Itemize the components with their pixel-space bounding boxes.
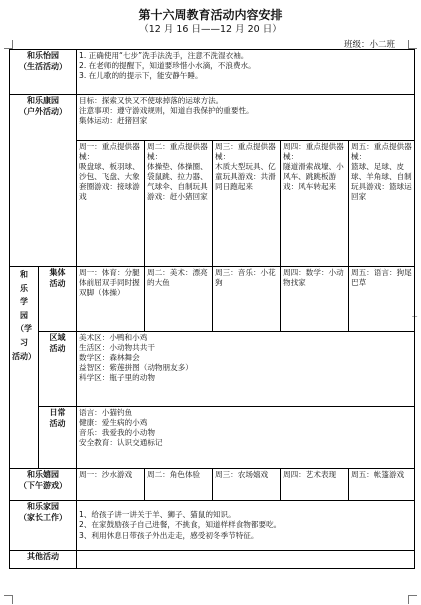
life-item: 1. 正确使用“七步”洗手法洗手，注意不洗湿衣袖。 <box>79 51 249 60</box>
daily-activity-content <box>77 407 415 469</box>
group-label-top: 集体 <box>49 268 66 277</box>
group-activity-row <box>10 267 415 332</box>
play-day-text: 周一：沙水游戏 <box>79 470 133 479</box>
play-day-text: 周三：农场嬉戏 <box>215 470 269 479</box>
group-day-fri <box>349 267 415 332</box>
group-day-thu <box>281 267 349 332</box>
home-item: 1、给孩子讲一讲关于羊、狮子、猫鼠的知识。 <box>79 510 236 520</box>
sports-day-head: 周四：重点提供器械： <box>283 142 344 162</box>
sports-day-body: 吸盘球、板羽球、沙包、飞盘、大象套圈游戏：接球游戏 <box>79 162 140 202</box>
play-day-fri <box>349 469 415 501</box>
daily-item: 音乐：我爱我的小动物 <box>79 428 155 438</box>
sports-goal: 目标：探索又快又不使球掉落的运球方法。 <box>79 96 224 105</box>
daily-activity-row <box>10 407 415 469</box>
area-item: 益智区：紫莲拼图（动物朋友多） <box>79 363 193 373</box>
play-day-tue <box>145 469 213 501</box>
group-day-text: 周二：美术：漂亮的大鱼 <box>147 268 208 288</box>
life-row <box>10 50 415 95</box>
play-day-mon <box>77 469 145 501</box>
learning-char: 园 <box>20 310 28 320</box>
group-day-wed <box>213 267 281 332</box>
other-content <box>77 551 415 569</box>
sports-day-body: 篮球、足球、皮球、羊角球、自制玩具游戏：篮球运回家 <box>351 162 412 202</box>
area-activity-label <box>39 332 77 407</box>
sports-day-thu <box>281 141 349 267</box>
play-sub: （下午游戏） <box>19 480 67 490</box>
play-day-wed <box>213 469 281 501</box>
daily-item: 安全教育：认识交通标记 <box>79 438 163 448</box>
home-row <box>10 501 415 551</box>
learning-char: 活动） <box>12 351 36 361</box>
play-header <box>10 469 77 501</box>
play-name: 和乐嬉园 <box>27 470 59 479</box>
side-plus-mark: + <box>411 312 418 321</box>
life-name: 和乐怡园 <box>27 51 59 60</box>
group-label-bottom: 活动 <box>49 278 66 288</box>
sports-name: 和乐康园 <box>27 96 59 105</box>
home-header <box>10 501 77 551</box>
group-day-tue <box>145 267 213 332</box>
sports-day-body: 木质大型玩具、亿童玩具游戏：共滑同日跑起来 <box>215 162 276 192</box>
learning-char: 学 <box>20 297 28 307</box>
sports-day-mon <box>77 141 145 267</box>
sports-day-body: 隧道滑索战壕、小风车、跳跳板游戏：风车转起来 <box>283 162 344 192</box>
sports-day-fri <box>349 141 415 267</box>
sports-day-body: 体操垫、体操圈、袋鼠跳、拉力器、气球伞、自制玩具游戏：赶小猪回家 <box>147 162 208 202</box>
other-row <box>10 551 415 569</box>
group-day-mon <box>77 267 145 332</box>
sports-sub: （户外活动） <box>19 106 67 116</box>
life-content <box>77 50 415 95</box>
class-label: 班级：小二班 <box>343 40 395 50</box>
crop-mark-top-left <box>4 40 13 49</box>
page-title: 第十六周教育活动内容安排 <box>138 8 283 22</box>
other-header: 其他活动 <box>10 551 77 569</box>
sports-info-row <box>10 95 415 141</box>
sports-group: 集体运动：赶猪回家 <box>79 116 148 126</box>
life-sub: （生活活动） <box>19 61 67 71</box>
area-item: 科学区：瓶子里的动物 <box>79 373 155 383</box>
area-item: 美术区：小鸭和小鸡 <box>79 333 148 342</box>
sports-day-wed <box>213 141 281 267</box>
area-activity-row <box>10 332 415 407</box>
learning-header <box>10 267 39 469</box>
crop-mark-top-right <box>408 40 417 49</box>
area-item: 生活区：小动物共共干 <box>79 343 155 353</box>
area-item: 数学区：森林舞会 <box>79 353 140 363</box>
home-sub: （家长工作） <box>19 512 67 522</box>
area-activity-content <box>77 332 415 407</box>
sports-header <box>10 95 77 267</box>
activity-table <box>9 49 415 569</box>
daily-item: 语言：小猫钓鱼 <box>79 408 133 417</box>
sports-day-head: 周三：重点提供器械： <box>215 142 276 162</box>
group-day-text: 周一：体育：分腿体前屈双手同时握双脚（体操） <box>79 268 140 298</box>
daily-label-top: 日常 <box>49 408 66 417</box>
home-name: 和乐家园 <box>27 502 59 511</box>
sports-info <box>77 95 415 141</box>
play-day-thu <box>281 469 349 501</box>
daily-label-bottom: 活动 <box>49 418 66 428</box>
sports-day-head: 周二：重点提供器械： <box>147 142 208 162</box>
learning-char: 和 <box>20 270 28 279</box>
page-subtitle: （12 月 16 日——12 月 20 日） <box>139 24 282 35</box>
learning-char: 习 <box>20 337 28 347</box>
life-header <box>10 50 77 95</box>
home-item: 2、在家鼓励孩子自己进餐，不挑食，知道样样食物都要吃。 <box>79 520 282 530</box>
play-row <box>10 469 415 501</box>
sports-day-tue <box>145 141 213 267</box>
play-day-text: 周五：帐篷游戏 <box>351 470 405 479</box>
sports-day-head: 周五：重点提供器械： <box>351 142 412 162</box>
sports-day-head: 周一：重点提供器械： <box>79 142 140 162</box>
crop-mark-bottom-right <box>408 595 417 604</box>
crop-mark-bottom-left <box>4 595 13 604</box>
home-content <box>77 501 415 551</box>
sports-note: 注意事项：遵守游戏规则，知道自我保护的重要性。 <box>79 106 254 116</box>
daily-activity-label <box>39 407 77 469</box>
home-item: 3、利用休息日带孩子外出走走，感受初冬季节特征。 <box>79 530 259 540</box>
area-label-bottom: 活动 <box>49 343 66 353</box>
area-label-top: 区域 <box>49 333 66 342</box>
daily-item: 健康：爱生病的小鸡 <box>79 418 148 428</box>
play-day-text: 周四：艺术表现 <box>283 470 337 479</box>
learning-char: 乐 <box>20 283 28 293</box>
group-day-text: 周五：语言：狗尾巴草 <box>351 268 412 288</box>
group-activity-label <box>39 267 77 332</box>
play-day-text: 周二：角色体验 <box>147 470 201 479</box>
group-day-text: 周三：音乐：小花狗 <box>215 268 276 288</box>
group-day-text: 周四：数学：小动物找家 <box>283 268 344 288</box>
life-item: 3. 在儿歌的的提示下，能安静午睡。 <box>79 71 203 81</box>
life-item: 2. 在老师的提醒下，知道要珍惜小水滴，不浪费水。 <box>79 61 256 71</box>
learning-char: （学 <box>16 324 32 334</box>
